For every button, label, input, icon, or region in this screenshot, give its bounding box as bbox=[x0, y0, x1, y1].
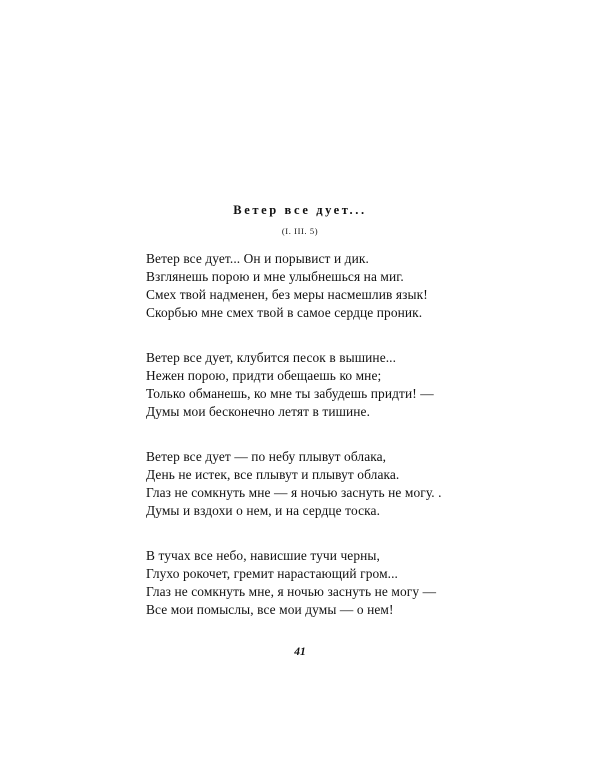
poem-line: Только обманешь, ко мне ты забудешь придти! — bbox=[146, 386, 434, 401]
poem-line: Смех твой надменен, без меры насмешлив язык! bbox=[146, 287, 428, 302]
poem-line: Ветер все дует — по небу плывут облака, bbox=[146, 449, 387, 464]
poem-line: Нежен порою, придти обещаешь ко мне; bbox=[146, 368, 382, 383]
poem-line: Взглянешь порою и мне улыбнешься на миг. bbox=[146, 269, 404, 284]
poem-line: Думы мои бесконечно летят в тишине. bbox=[146, 404, 371, 419]
stanza-1 bbox=[146, 250, 466, 322]
poem-line: Глаз не сомкнуть мне, я ночью заснуть не могу — bbox=[146, 584, 437, 599]
poem-line: Скорбью мне смех твой в самое сердце проник. bbox=[146, 305, 423, 320]
poem-line: Думы и вздохи о нем, и на сердце тоска. bbox=[146, 503, 381, 518]
poem-line: Глаз не сомкнуть мне — я ночью заснуть не могу. . bbox=[146, 485, 442, 500]
poem-line: День не истек, все плывут и плывут облака. bbox=[146, 467, 400, 482]
stanza-2 bbox=[146, 349, 466, 421]
poem-date-note: (I. III. 5) bbox=[281, 226, 319, 236]
poem-body bbox=[146, 250, 466, 646]
page-number: 41 bbox=[294, 646, 306, 658]
poem-line: Глухо рокочет, гремит нарастающий гром... bbox=[146, 566, 398, 581]
stanza-3 bbox=[146, 448, 466, 520]
poem-line: Все мои помыслы, все мои думы — о нем! bbox=[146, 602, 394, 617]
poem-line: В тучах все небо, нависшие тучи черны, bbox=[146, 548, 380, 563]
stanza-4 bbox=[146, 547, 466, 619]
poem-line: Ветер все дует... Он и порывист и дик. bbox=[146, 251, 369, 266]
poem-line: Ветер все дует, клубится песок в вышине... bbox=[146, 350, 397, 365]
poem-title: Ветер все дует... bbox=[233, 203, 367, 217]
